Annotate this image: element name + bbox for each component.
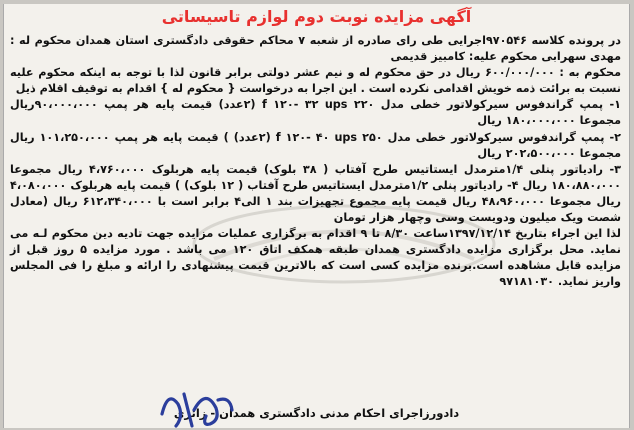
items-3-4-paragraph: ۳- رادیاتور پنلی ۱/۴مترمدل ایستاتیس طرح آفتاب ( ۳۸ بلوک) قیمت پایه هربلوک ۴،۷۶۰،۰۰۰ ریال مجموعا ۱۸۰،۸۸۰،۰۰۰ ریال ۴- رادیاتور پنلی ۱/۲مترمدل ایستاتیس طرح آفتاب ( ۱۲ بلوک) ) قیمت پایه هربلوک ۴،۰۸۰،۰۰۰ ریال مجموعا ۴۸،۹۶۰،۰۰۰ ریال قیمت پایه مجموع تجهیزات بند ۱ الی۴ برابر است با ۶۱۲،۳۴۰،۰۰۰ ریال (معادل شصت ویک میلیون ودویست وسی وچهار هزار تومان: [10, 162, 622, 225]
item-2-paragraph: ۲- پمپ گراندفوس سیرکولاتور خطی مدل ۲۵۰ f ۱۲۰- ۴۰ ups (۲عدد) ) قیمت پایه هر پمپ ۱۰۱،۲۵۰،۰۰۰ ریال مجموعا ۲۰۲،۵۰۰،۰۰۰ ریال: [10, 130, 622, 160]
signature-line: دادورزاجرای احکام مدنی دادگستری همدان - زائری: [173, 406, 460, 420]
notice-title: آگهی مزایده نوبت دوم لوازم تاسیساتی: [161, 7, 472, 26]
item-1-paragraph: ۱- پمپ گراندفوس سیرکولاتور خطی مدل ۲۲۰ f ۱۲۰- ۳۲ ups (۲عدد) قیمت پایه هر پمپ ۹۰،۰۰۰،۰۰۰ریال مجموعا ۱۸۰،۰۰۰،۰۰۰ ریال: [10, 98, 621, 128]
judgment-paragraph: محکوم به : ۶۰۰/۰۰۰/۰۰۰ ریال در حق محکوم له و نیم عشر دولتی برابر قانون لذا با توجه به اینکه محکوم علیه نسبت به برائت ذمه خویش اقدامی نکرده است . این اجرا به درخواست { محکوم له } اقدام به توقیف اقلام ذیل: [10, 66, 622, 96]
notice-clipping: [3, 4, 630, 428]
case-info-paragraph: در پرونده کلاسه ۹۷۰۵۴۶اجرایی طی رای صادره از شعبه ۷ محاکم حقوقی دادگستری استان همدان محکوم له : مهدی سهرابی محکوم علیه: کامبیز قدیمی: [10, 34, 622, 64]
notice-body: [10, 33, 621, 291]
auction-details-paragraph: لذا این اجراء بتاریخ ۱۳۹۷/۱۲/۱۴ساعت ۸/۳۰ تا ۹ اقدام به برگزاری عملیات مزایده جهت تادیه دین محکوم لـه می نماید. محل برگزاری مزایده دادگستری همدان طبقه همکف اتاق ۱۲۰ می باشد . مورد مزایده ۵ روز قبل از مزایده قابل مشاهده است.برنده مزایده کسی است که بالاترین قیمت پیشنهادی را ارائه و مبلغ را فی المجلس واریز نماید. ۹۷۱۸۱۰۳۰: [10, 227, 621, 289]
